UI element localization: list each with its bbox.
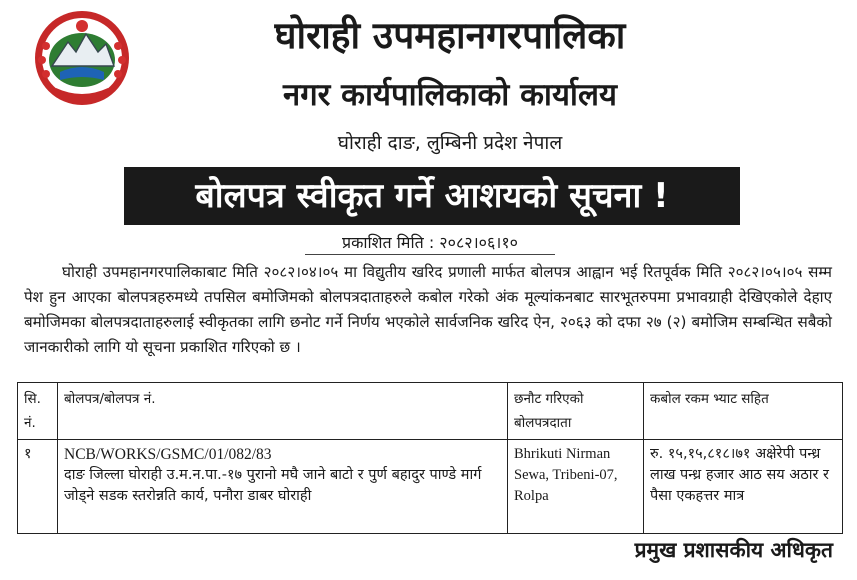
cell-bidder: Bhrikuti Nirman Sewa, Tribeni-07, Rolpa bbox=[508, 440, 644, 534]
header-serial-no: सि. नं. bbox=[18, 383, 58, 440]
header-bid-no: बोलपत्र/बोलपत्र नं. bbox=[58, 383, 508, 440]
municipality-title: घोराही उपमहानगरपालिका bbox=[274, 14, 626, 57]
tender-table bbox=[17, 382, 843, 534]
office-subtitle: नगर कार्यपालिकाको कार्यालय bbox=[283, 77, 617, 113]
nepal-government-emblem-icon bbox=[32, 8, 132, 108]
bid-description: दाङ जिल्ला घोराही उ.म.न.पा.-१७ पुरानो मघै जाने बाटो र पुर्ण बहादुर पाण्डे मार्ग जोड्ने सडक स्तरोन्नति कार्य, पनौरा डाबर घोराही bbox=[64, 467, 482, 504]
published-date: प्रकाशित मिति : २०८२।०६।१० bbox=[342, 233, 518, 252]
header-bid-amount: कबोल रकम भ्याट सहित bbox=[644, 383, 843, 440]
cell-amount: रु. १५,१५,८१८।७१ अक्षेरेपी पन्ध्र लाख पन्ध्र हजार आठ सय अठार र पैसा एकहत्तर मात्र bbox=[644, 440, 843, 534]
signatory-title: प्रमुख प्रशासकीय अधिकृत bbox=[634, 538, 833, 562]
notice-body: घोराही उपमहानगरपालिकाबाट मिति २०८२।०४।०५ मा विद्युतीय खरिद प्रणाली मार्फत बोलपत्र आह्वान भई रितपूर्वक मिति २०८२।०५।०५ सम्म पेश हुन आएका बोलपत्रहरुमध्ये तपसिल बमोजिमको बोलपत्रदाताहरुले कबोल गरेको अंक मूल्यांकनबाट सारभूतरुपमा प्रभावग्राही देखिएकोले देहाए बमोजिमका बोलपत्रदाताहरुलाई स्वीकृतका लागि छनोट गर्ने निर्णय भएकोले सार्वजनिक खरिद ऐन, २०६३ को दफा २७ (२) बमोजिम सम्बन्धित सबैको जानकारीको लागि यो सूचना प्रकाशित गरिएको छ । bbox=[24, 263, 832, 356]
notice-title-banner: बोलपत्र स्वीकृत गर्ने आशयको सूचना ! bbox=[124, 167, 740, 225]
bid-number: NCB/WORKS/GSMC/01/082/83 bbox=[64, 446, 272, 463]
cell-serial-no: १ bbox=[18, 440, 58, 534]
table-header-row bbox=[18, 383, 843, 440]
table-row bbox=[18, 440, 843, 534]
header-selected-bidder: छनौट गरिएको बोलपत्रदाता bbox=[508, 383, 644, 440]
cell-bid bbox=[58, 440, 508, 534]
office-address: घोराही दाङ, लुम्बिनी प्रदेश नेपाल bbox=[337, 132, 563, 154]
published-date-underline bbox=[305, 254, 555, 255]
